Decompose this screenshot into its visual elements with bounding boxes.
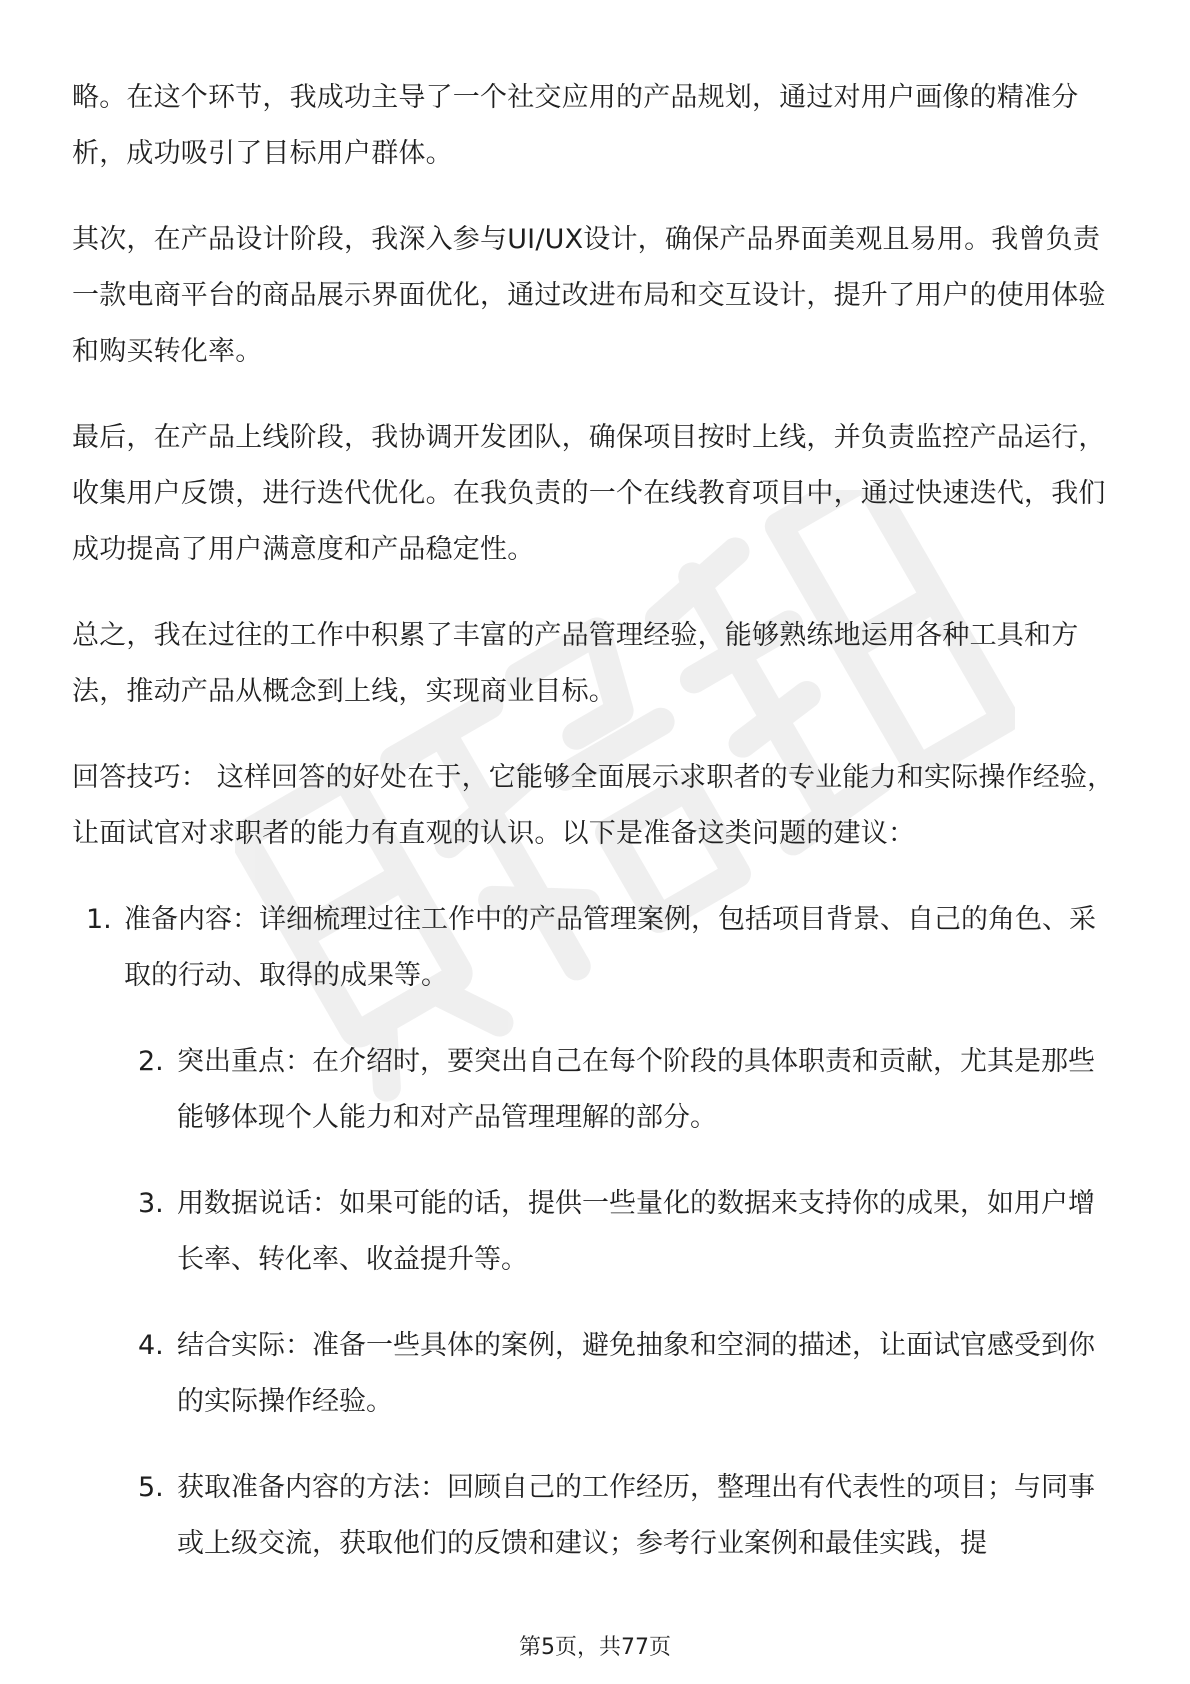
list-item-text: 突出重点：在介绍时，要突出自己在每个阶段的具体职责和贡献，尤其是那些能够体现个人能力和对产品管理理解的部分。 [177, 1046, 1095, 1133]
list-item [72, 892, 1118, 1004]
paragraph: 最后，在产品上线阶段，我协调开发团队，确保项目按时上线，并负责监控产品运行，收集用户反馈，进行迭代优化。在我负责的一个在线教育项目中，通过快速迭代，我们成功提高了用户满意度和产品稳定性。 [72, 422, 1106, 565]
list-item-number: 3. [138, 1188, 164, 1219]
list-item [72, 1034, 1118, 1146]
list-item-number: 5. [138, 1472, 164, 1503]
list-item-text: 结合实际：准备一些具体的案例，避免抽象和空洞的描述，让面试官感受到你的实际操作经验。 [177, 1330, 1095, 1417]
tips-list [72, 892, 1118, 1572]
list-item [72, 1460, 1118, 1572]
list-item-number: 4. [138, 1330, 164, 1361]
list-item-text: 用数据说话：如果可能的话，提供一些量化的数据来支持你的成果，如用户增长率、转化率、收益提升等。 [177, 1188, 1095, 1275]
paragraph: 回答技巧： 这样回答的好处在于，它能够全面展示求职者的专业能力和实际操作经验，让面试官对求职者的能力有直观的认识。以下是准备这类问题的建议： [72, 762, 1115, 849]
list-item-text: 获取准备内容的方法：回顾自己的工作经历，整理出有代表性的项目；与同事或上级交流，获取他们的反馈和建议；参考行业案例和最佳实践，提 [177, 1472, 1095, 1559]
list-item-text: 准备内容：详细梳理过往工作中的产品管理案例，包括项目背景、自己的角色、采取的行动、取得的成果等。 [124, 904, 1096, 991]
list-item [72, 1318, 1118, 1430]
page-indicator: 第5页，共77页 [519, 1635, 671, 1660]
document-body [72, 70, 1118, 1572]
paragraph: 其次，在产品设计阶段，我深入参与UI/UX设计，确保产品界面美观且易用。我曾负责一款电商平台的商品展示界面优化，通过改进布局和交互设计，提升了用户的使用体验和购买转化率。 [72, 224, 1106, 367]
list-item-number: 2. [138, 1046, 164, 1077]
list-item [72, 1176, 1118, 1288]
paragraph: 总之，我在过往的工作中积累了丰富的产品管理经验，能够熟练地运用各种工具和方法，推动产品从概念到上线，实现商业目标。 [72, 620, 1079, 707]
paragraph: 略。在这个环节，我成功主导了一个社交应用的产品规划，通过对用户画像的精准分析，成功吸引了目标用户群体。 [72, 82, 1079, 169]
list-item-number: 1. [86, 904, 112, 935]
